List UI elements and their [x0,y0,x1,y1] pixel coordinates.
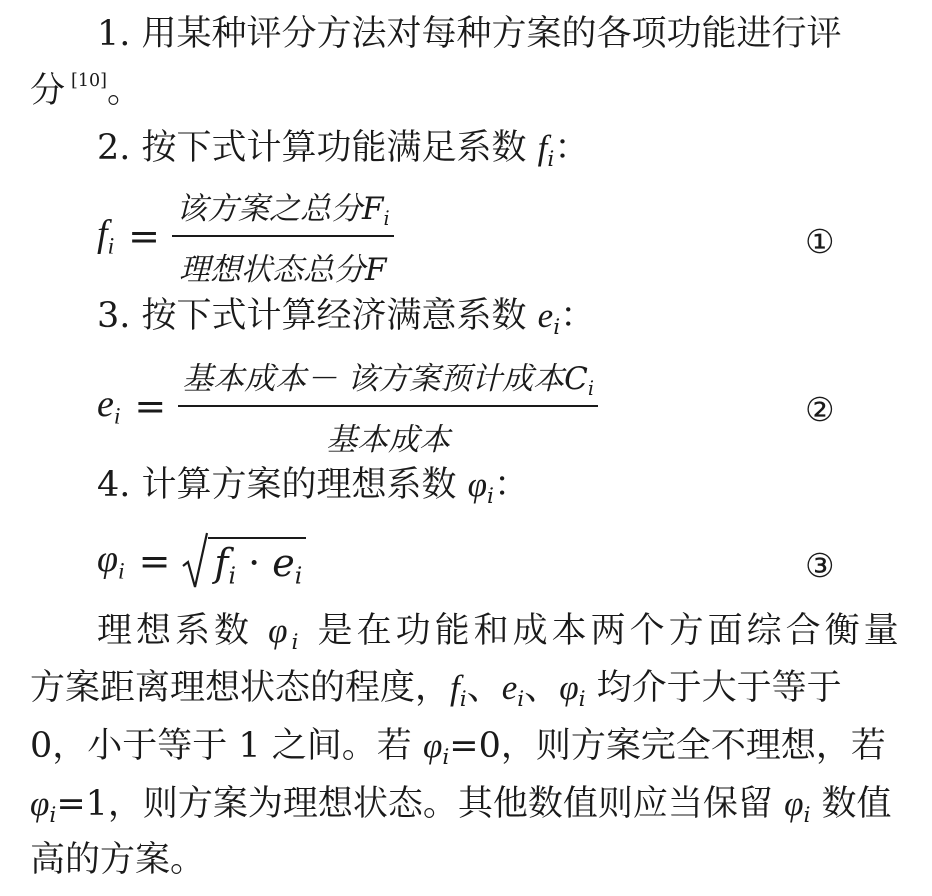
para-l1-var: φ [268,611,292,650]
equation-3 [97,532,306,590]
para-l2-var3: φ [559,668,579,707]
eq2-lhs [97,382,120,431]
step-3-text: 3. 按下式计算经济满意系数 [97,296,527,336]
step-3-sub: i [553,314,561,340]
para-l2-sep1: 、 [466,668,502,708]
para-l1-b: 是在功能和成本两个方面综合衡量 [317,611,903,651]
step-4-line [97,467,529,508]
eq3-e-sub: i [294,562,303,590]
para-line-5 [30,840,206,880]
eq3-lhs [97,537,125,586]
para-l1-sub: i [291,629,303,655]
para-l3-a: 0，小于等于 1 之间。若 [30,726,412,766]
step-3-line [97,298,595,339]
eq1-lhs [97,212,114,261]
eq3-dot: · [236,541,273,586]
eq2-number: ② [805,390,835,429]
para-l2-var1: f [450,668,460,707]
eq3-f-sub: i [228,562,237,590]
para-l2-sub1: i [459,686,467,712]
para-l4-b: 数值 [821,784,892,824]
para-l2-b: 均介于大于等于 [585,668,842,708]
step-4-text: 4. 计算方案的理想系数 [97,465,457,505]
eq2-denominator: 基本成本 [326,422,451,459]
step-4-colon: ： [493,465,529,505]
eq3-radicand [208,537,306,590]
para-l2-a: 方案距离理想状态的程度， [30,668,451,708]
step-2-sub: i [547,146,555,172]
eq1-lhs-var: f [97,212,108,255]
eq3-lhs-var: φ [97,537,119,580]
para-l2-var2: e [501,668,518,707]
step-3-colon: ： [560,296,596,336]
eq2-equals: = [134,384,167,429]
citation-ref: [10] [71,71,107,91]
eq1-numerator [172,183,394,230]
eq1-number: ① [805,222,835,261]
para-l2-sub2: i [517,686,525,712]
para-l4-sub: i [49,802,57,828]
eq1-equals: = [128,214,160,259]
step-2-var: f [537,128,548,167]
para-l4-a: =1，则方案为理想状态。其他数值则应当保留 [56,784,773,824]
equation-2 [97,353,598,459]
eq1-fraction [172,183,394,289]
step-2-line [97,130,589,171]
eq2-num-text: 基本成本－ 该方案预计成本C [182,361,588,397]
para-l2-sep2: 、 [524,668,560,708]
step-4-sub: i [487,483,494,509]
eq1-denominator: 理想状态总分F [179,252,387,289]
step-2-text: 2. 按下式计算功能满足系数 [97,128,527,168]
eq3-equals: = [138,539,171,583]
eq1-fraction-bar [172,235,394,237]
eq1-lhs-sub: i [107,233,115,260]
para-l5: 高的方案。 [30,840,206,880]
para-l3-sub: i [442,744,450,770]
equation-1 [97,183,394,289]
para-line-2 [30,670,842,711]
para-l4-var2: φ [784,784,804,823]
eq3-number: ③ [805,546,835,585]
step-1-text-cont: 分 [30,70,66,111]
eq3-lhs-sub: i [118,558,125,585]
para-line-3 [30,728,886,769]
eq2-fraction [178,353,598,459]
radical-sign-icon [182,532,208,590]
eq2-fraction-bar [178,405,598,407]
step-4-var: φ [467,465,488,504]
step-3-var: e [537,296,554,335]
para-l2-sub3: i [578,686,586,712]
step-1-period: 。 [106,70,142,111]
eq3-e: e [272,541,295,586]
para-l3-var: φ [422,726,443,765]
eq2-num-sub: i [587,377,594,401]
eq3-f: f [214,541,229,586]
para-l4-var: φ [30,784,50,823]
eq3-sqrt [182,532,306,590]
eq1-num-sub: i [383,207,390,231]
eq2-lhs-var: e [97,382,114,425]
eq1-num-text: 该方案之总分F [175,191,384,227]
para-l1-a: 理想系数 [97,611,254,651]
step-2-colon: ： [554,128,590,168]
step-1-text: 1. 用某种评分方法对每种方案的各项功能进行评 [97,14,842,54]
eq2-lhs-sub: i [113,403,121,430]
para-line-1 [97,613,903,654]
eq2-numerator [178,353,598,400]
para-l3-b: =0，则方案完全不理想，若 [449,726,886,766]
para-l4-sub2: i [803,802,811,828]
para-line-4 [30,786,892,827]
step-1-line-1 [97,14,842,54]
step-1-line-2 [30,70,142,111]
